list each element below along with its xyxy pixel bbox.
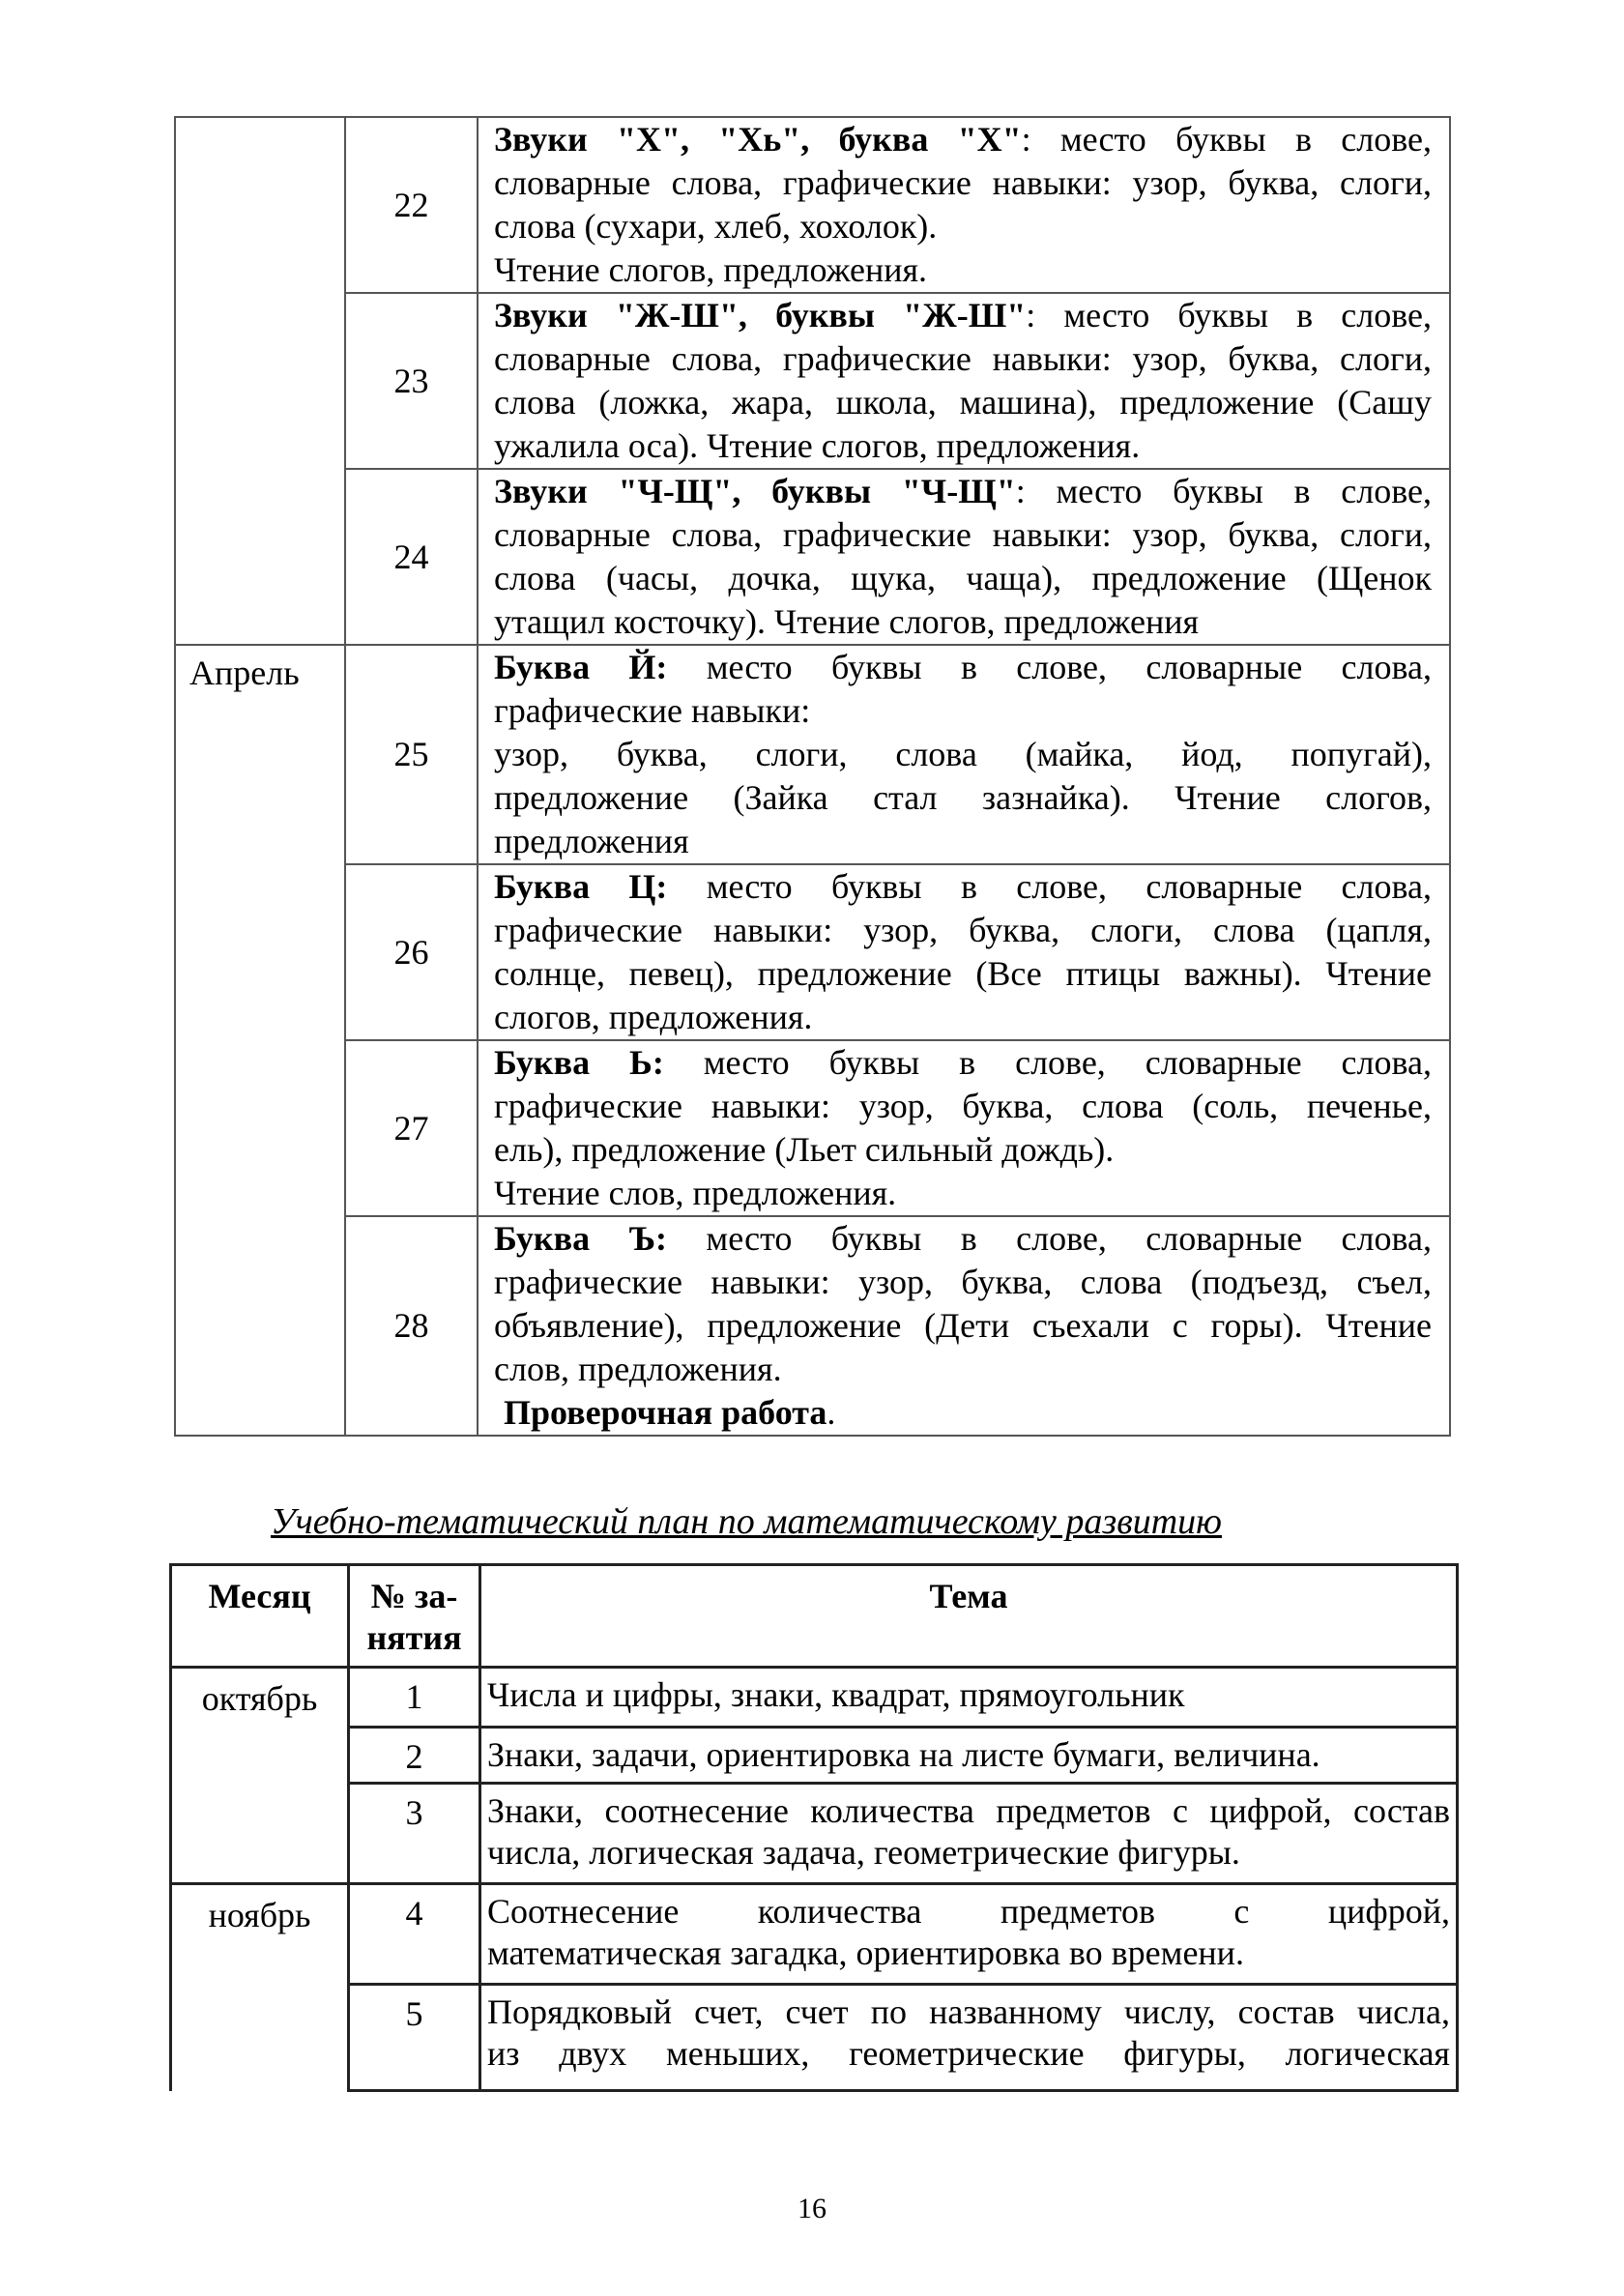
lesson-number: 27 (345, 1040, 478, 1216)
table-row (175, 293, 1450, 469)
lesson-topic: Числа и цифры, знаки, квадрат, прямоугольник (480, 1668, 1458, 1728)
topic-heading: Буква Ь: (494, 1043, 664, 1082)
header-month: Месяц (171, 1565, 349, 1668)
page-number: 16 (798, 2193, 826, 2224)
lesson-number: 26 (345, 864, 478, 1040)
topic-heading: Буква Й: (494, 648, 668, 686)
topic-heading: Буква Ъ: (494, 1219, 668, 1258)
topic-heading: Буква Ц: (494, 867, 668, 906)
month-cell (175, 117, 345, 645)
table-row (175, 645, 1450, 864)
table-row (171, 1668, 1458, 1728)
lesson-number: 22 (345, 117, 478, 293)
lesson-topic: Буква Ь: место буквы в слове, словарные слова, графические навыки: узор, буква, слова (соль, печенье, ель), предложение (Льет сильный дождь). Чтение слов, предложения. (478, 1040, 1450, 1216)
lesson-number: 24 (345, 469, 478, 645)
table-row (175, 469, 1450, 645)
topic-heading: Звуки "Ч-Щ", буквы "Ч-Щ" (494, 472, 1016, 510)
header-lesson-number: № за- нятия (349, 1565, 480, 1668)
table-row (171, 1784, 1458, 1884)
lesson-number: 5 (349, 1985, 480, 2091)
math-plan-table (169, 1563, 1459, 2092)
lesson-topic: Знаки, задачи, ориентировка на листе бумаги, величина. (480, 1728, 1458, 1784)
table-row (171, 1728, 1458, 1784)
lesson-topic: Соотнесение количества предметов с цифрой, математическая загадка, ориентировка во времени. (480, 1884, 1458, 1985)
lesson-number: 1 (349, 1668, 480, 1728)
table-row (175, 1216, 1450, 1436)
check-work-label: Проверочная работа (504, 1393, 827, 1432)
topic-heading: Звуки "Ж-Ш", буквы "Ж-Ш" (494, 296, 1027, 334)
section-title: Учебно-тематический план по математическому развитию (271, 1501, 1222, 1542)
table-header-row (171, 1565, 1458, 1668)
table-row (175, 864, 1450, 1040)
lesson-number: 28 (345, 1216, 478, 1436)
lesson-topic: Звуки "Х", "Хь", буква "Х": место буквы в слове, словарные слова, графические навыки: узор, буква, слоги, слова (сухари, хлеб, хохолок). Чтение слогов, предложения. (478, 117, 1450, 293)
lesson-topic: Порядковый счет, счет по названному числу, состав числа, из двух меньших, геометрические фигуры, логическая (480, 1985, 1458, 2091)
lesson-topic: Звуки "Ч-Щ", буквы "Ч-Щ": место буквы в слове, словарные слова, графические навыки: узор, буква, слоги, слова (часы, дочка, щука, чаща), предложение (Щенок утащил косточку). Чтение слогов, предложения (478, 469, 1450, 645)
lesson-topic: Буква Ц: место буквы в слове, словарные слова, графические навыки: узор, буква, слоги, слова (цапля, солнце, певец), предложение (Все птицы важны). Чтение слогов, предложения. (478, 864, 1450, 1040)
table-row (175, 117, 1450, 293)
month-cell: октябрь (171, 1668, 349, 1884)
lesson-topic: Знаки, соотнесение количества предметов с цифрой, состав числа, логическая задача, геометрические фигуры. (480, 1784, 1458, 1884)
lesson-number: 3 (349, 1784, 480, 1884)
month-cell: Апрель (175, 645, 345, 1436)
header-topic: Тема (480, 1565, 1458, 1668)
table-row (175, 1040, 1450, 1216)
topic-heading: Звуки "Х", "Хь", буква "Х" (494, 120, 1022, 159)
lesson-number: 25 (345, 645, 478, 864)
table-row (171, 1985, 1458, 2091)
lesson-topic: Буква Ъ: место буквы в слове, словарные слова, графические навыки: узор, буква, слова (подъезд, съел, объявление), предложение (Дети съехали с горы). Чтение слов, предложения. Проверочная работа. (478, 1216, 1450, 1436)
lesson-number: 2 (349, 1728, 480, 1784)
table-row (171, 1884, 1458, 1985)
literacy-plan-table (174, 116, 1451, 1437)
lesson-number: 4 (349, 1884, 480, 1985)
lesson-topic: Звуки "Ж-Ш", буквы "Ж-Ш": место буквы в слове, словарные слова, графические навыки: узор, буква, слоги, слова (ложка, жара, школа, машина), предложение (Сашу ужалила оса). Чтение слогов, предложения. (478, 293, 1450, 469)
lesson-number: 23 (345, 293, 478, 469)
month-cell: ноябрь (171, 1884, 349, 2091)
lesson-topic: Буква Й: место буквы в слове, словарные слова, графические навыки: узор, буква, слоги, слова (майка, йод, попугай), предложение (Зайка стал зазнайка). Чтение слогов, предложения (478, 645, 1450, 864)
